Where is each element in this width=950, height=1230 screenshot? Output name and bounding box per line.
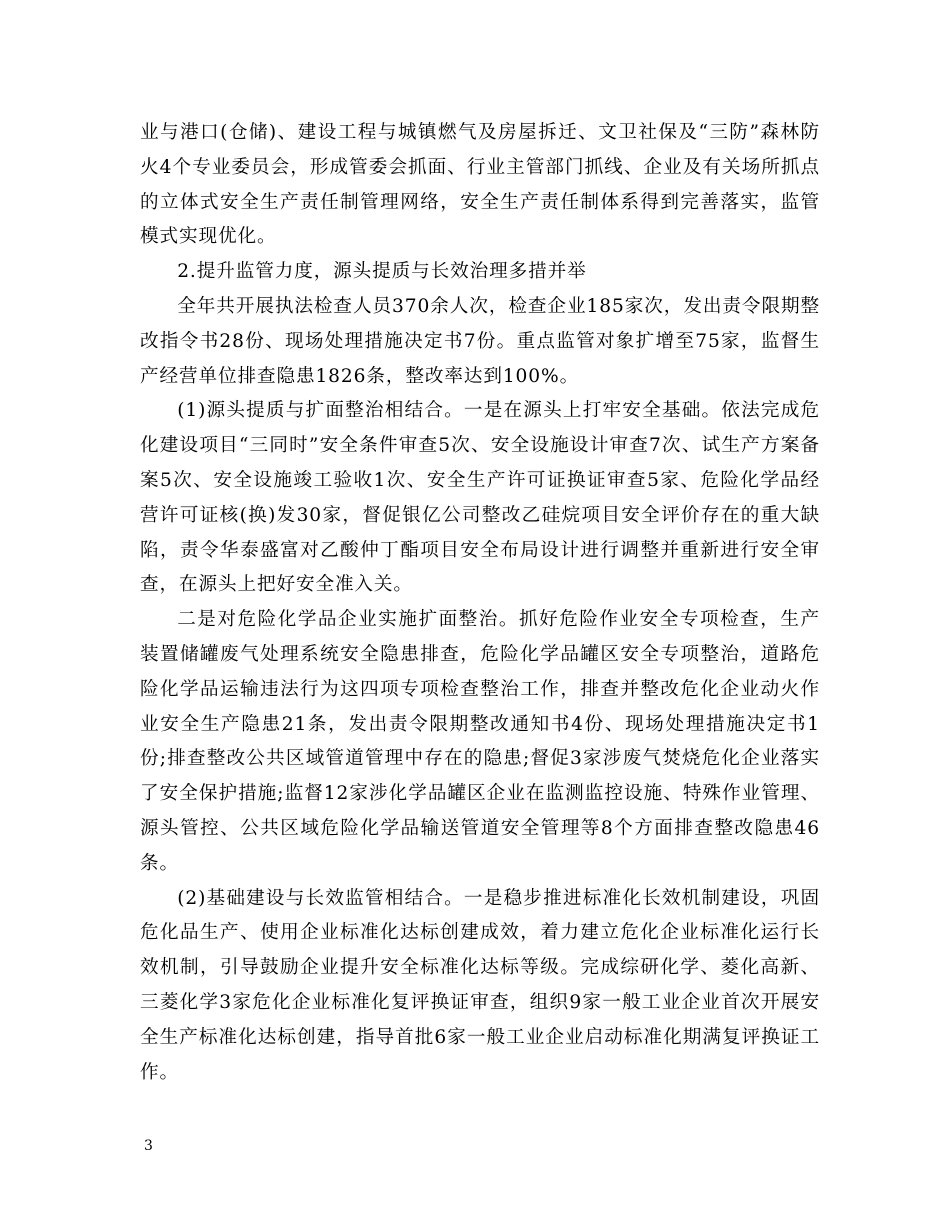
paragraph-source-control: (1)源头提质与扩面整治相结合。一是在源头上打牢安全基础。依法完成危化建设项目“三同时”安全条件审查5次、安全设施设计审查7次、试生产方案备案5次、安全设施竣工验收1次、安全生产许可证换证审查5家、危险化学品经营许可证核(换)发30家，督促银亿公司整改乙硅烷项目安全评价存在的重大缺陷，责令华泰盛富对乙酸仲丁酯项目安全布局设计进行调整并重新进行安全审查，在源头上把好安全准入关。 <box>140 400 820 596</box>
paragraph-hazard-rectification: 二是对危险化学品企业实施扩面整治。抓好危险作业安全专项检查，生产装置储罐废气处理系统安全隐患排查，危险化学品罐区安全专项整治，道路危险化学品运输违法行为这四项专项检查整治工作，排查并整改危化企业动火作业安全生产隐患21条，发出责令限期整改通知书4份、现场处理措施决定书1份;排查整改公共区域管道管理中存在的隐患;督促3家涉废气焚烧危化企业落实了安全保护措施;监督12家涉化学品罐区企业在监测监控设施、特殊作业管理、源头管控、公共区域危险化学品输送管道安全管理等8个方面排查整改隐患46 条。 <box>140 609 820 874</box>
paragraph-summary: 全年共开展执法检查人员370余人次，检查企业185家次，发出责令限期整改指令书28份、现场处理措施决定书7份。重点监管对象扩增至75家，监督生产经营单位排查隐患1826条，整改率达到100%。 <box>140 295 820 387</box>
paragraph-continuation: 业与港口(仓储)、建设工程与城镇燃气及房屋拆迁、文卫社保及“三防”森林防火4个专业委员会，形成管委会抓面、行业主管部门抓线、企业及有关场所抓点的立体式安全生产责任制管理网络，安全生产责任制体系得到完善落实，监管模式实现优化。 <box>140 122 820 248</box>
page-number: 3 <box>144 1138 153 1154</box>
document-body <box>140 116 820 1090</box>
paragraph-standardization: (2)基础建设与长效监管相结合。一是稳步推进标准化长效机制建设，巩固危化品生产、使用企业标准化达标创建成效，着力建立危化企业标准化运行长效机制，引导鼓励企业提升安全标准化达标等级。完成综研化学、菱化高新、三菱化学3家危化企业标准化复评换证审查，组织9家一般工业企业首次开展安全生产标准化达标创建，指导首批6家一般工业企业启动标准化期满复评换证工作。 <box>140 887 820 1083</box>
section-heading: 2.提升监管力度，源头提质与长效治理多措并举 <box>177 261 587 283</box>
